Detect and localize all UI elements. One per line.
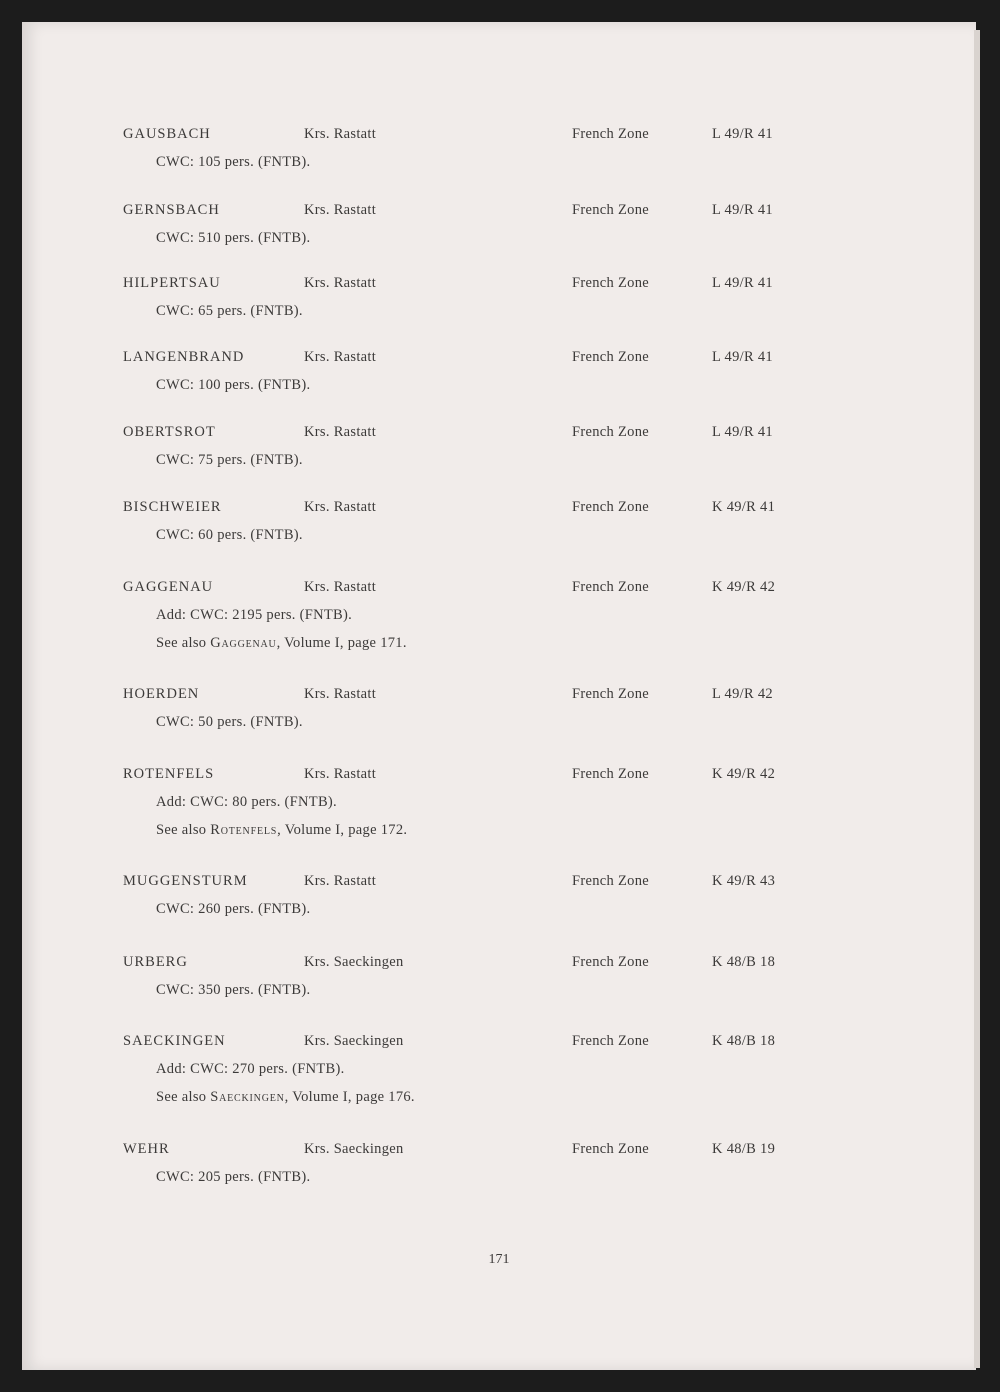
place-name: GAGGENAU <box>123 579 214 595</box>
entry-rotenfels <box>22 766 976 850</box>
detail-line: CWC: 105 pers. (FNTB). <box>156 154 311 170</box>
place-name: OBERTSROT <box>123 424 216 440</box>
detail-line: CWC: 60 pers. (FNTB). <box>156 527 303 543</box>
zone: French Zone <box>572 954 649 970</box>
place-name: GAUSBACH <box>123 126 211 142</box>
see-also-prefix: See also <box>156 1089 211 1105</box>
district: Krs. Rastatt <box>304 686 377 702</box>
detail-line: CWC: 50 pers. (FNTB). <box>156 714 303 730</box>
detail-line: CWC: 205 pers. (FNTB). <box>156 1169 311 1185</box>
district: Krs. Rastatt <box>304 126 377 142</box>
place-name: GERNSBACH <box>123 202 220 218</box>
detail-line: CWC: 510 pers. (FNTB). <box>156 230 311 246</box>
zone: French Zone <box>572 686 649 702</box>
detail-line: CWC: 350 pers. (FNTB). <box>156 982 311 998</box>
entry-saeckingen <box>22 1033 976 1117</box>
entry-muggensturm <box>22 873 976 929</box>
grid-reference: K 49/R 42 <box>712 579 776 595</box>
district: Krs. Rastatt <box>304 275 377 291</box>
place-name: HOERDEN <box>123 686 200 702</box>
district: Krs. Saeckingen <box>304 1141 404 1157</box>
entry-obertsrot <box>22 424 976 480</box>
zone: French Zone <box>572 349 649 365</box>
entry-header <box>22 579 976 607</box>
see-also-suffix: , Volume I, page 171. <box>276 635 407 651</box>
see-also-line <box>22 822 976 850</box>
place-name: SAECKINGEN <box>123 1033 226 1049</box>
grid-reference: K 49/R 43 <box>712 873 776 889</box>
entry-gernsbach <box>22 202 976 258</box>
grid-reference: L 49/R 41 <box>712 126 773 142</box>
entry-header <box>22 275 976 303</box>
district: Krs. Rastatt <box>304 766 377 782</box>
district: Krs. Rastatt <box>304 873 377 889</box>
detail-line: Add: CWC: 80 pers. (FNTB). <box>156 794 337 810</box>
see-also-line <box>22 1089 976 1117</box>
zone: French Zone <box>572 499 649 515</box>
zone: French Zone <box>572 126 649 142</box>
place-name: URBERG <box>123 954 188 970</box>
place-name: HILPERTSAU <box>123 275 221 291</box>
zone: French Zone <box>572 424 649 440</box>
entry-hilpertsau <box>22 275 976 331</box>
entry-gaggenau <box>22 579 976 663</box>
see-also-name: Saeckingen <box>210 1089 285 1105</box>
district: Krs. Saeckingen <box>304 954 404 970</box>
entry-header <box>22 766 976 794</box>
entry-langenbrand <box>22 349 976 405</box>
place-name: WEHR <box>123 1141 170 1157</box>
grid-reference: L 49/R 41 <box>712 202 773 218</box>
grid-reference: K 48/B 18 <box>712 954 776 970</box>
entry-header <box>22 686 976 714</box>
district: Krs. Rastatt <box>304 349 377 365</box>
entry-bischweier <box>22 499 976 555</box>
district: Krs. Saeckingen <box>304 1033 404 1049</box>
see-also-name: Gaggenau <box>210 635 277 651</box>
detail-line: Add: CWC: 270 pers. (FNTB). <box>156 1061 345 1077</box>
district: Krs. Rastatt <box>304 499 377 515</box>
grid-reference: L 49/R 42 <box>712 686 773 702</box>
grid-reference: K 48/B 18 <box>712 1033 776 1049</box>
entry-wehr <box>22 1141 976 1197</box>
see-also-line <box>22 635 976 663</box>
zone: French Zone <box>572 202 649 218</box>
entry-header <box>22 424 976 452</box>
see-also-prefix: See also <box>156 635 211 651</box>
page-number: 171 <box>488 1252 510 1267</box>
zone: French Zone <box>572 1141 649 1157</box>
zone: French Zone <box>572 1033 649 1049</box>
grid-reference: K 48/B 19 <box>712 1141 776 1157</box>
zone: French Zone <box>572 873 649 889</box>
district: Krs. Rastatt <box>304 202 377 218</box>
district: Krs. Rastatt <box>304 579 377 595</box>
detail-line: CWC: 100 pers. (FNTB). <box>156 377 311 393</box>
place-name: MUGGENSTURM <box>123 873 248 889</box>
detail-line: CWC: 260 pers. (FNTB). <box>156 901 311 917</box>
entry-header <box>22 954 976 982</box>
see-also-suffix: , Volume I, page 172. <box>277 822 408 838</box>
entry-header <box>22 1141 976 1169</box>
entry-urberg <box>22 954 976 1010</box>
entry-header <box>22 349 976 377</box>
detail-line: Add: CWC: 2195 pers. (FNTB). <box>156 607 353 623</box>
entry-header <box>22 499 976 527</box>
entry-header <box>22 1033 976 1061</box>
district: Krs. Rastatt <box>304 424 377 440</box>
page-edge <box>974 30 980 1368</box>
entry-header <box>22 126 976 154</box>
place-name: ROTENFELS <box>123 766 215 782</box>
entry-hoerden <box>22 686 976 742</box>
see-also-name: Rotenfels <box>210 822 278 838</box>
see-also-prefix: See also <box>156 822 211 838</box>
place-name: BISCHWEIER <box>123 499 222 515</box>
entry-gausbach <box>22 126 976 182</box>
detail-line: CWC: 65 pers. (FNTB). <box>156 303 303 319</box>
grid-reference: L 49/R 41 <box>712 424 773 440</box>
grid-reference: L 49/R 41 <box>712 275 773 291</box>
detail-line: CWC: 75 pers. (FNTB). <box>156 452 303 468</box>
document-page <box>22 22 976 1370</box>
place-name: LANGENBRAND <box>123 349 245 365</box>
see-also-suffix: , Volume I, page 176. <box>284 1089 415 1105</box>
grid-reference: K 49/R 42 <box>712 766 776 782</box>
entry-header <box>22 873 976 901</box>
grid-reference: K 49/R 41 <box>712 499 776 515</box>
zone: French Zone <box>572 275 649 291</box>
zone: French Zone <box>572 766 649 782</box>
grid-reference: L 49/R 41 <box>712 349 773 365</box>
zone: French Zone <box>572 579 649 595</box>
entry-header <box>22 202 976 230</box>
